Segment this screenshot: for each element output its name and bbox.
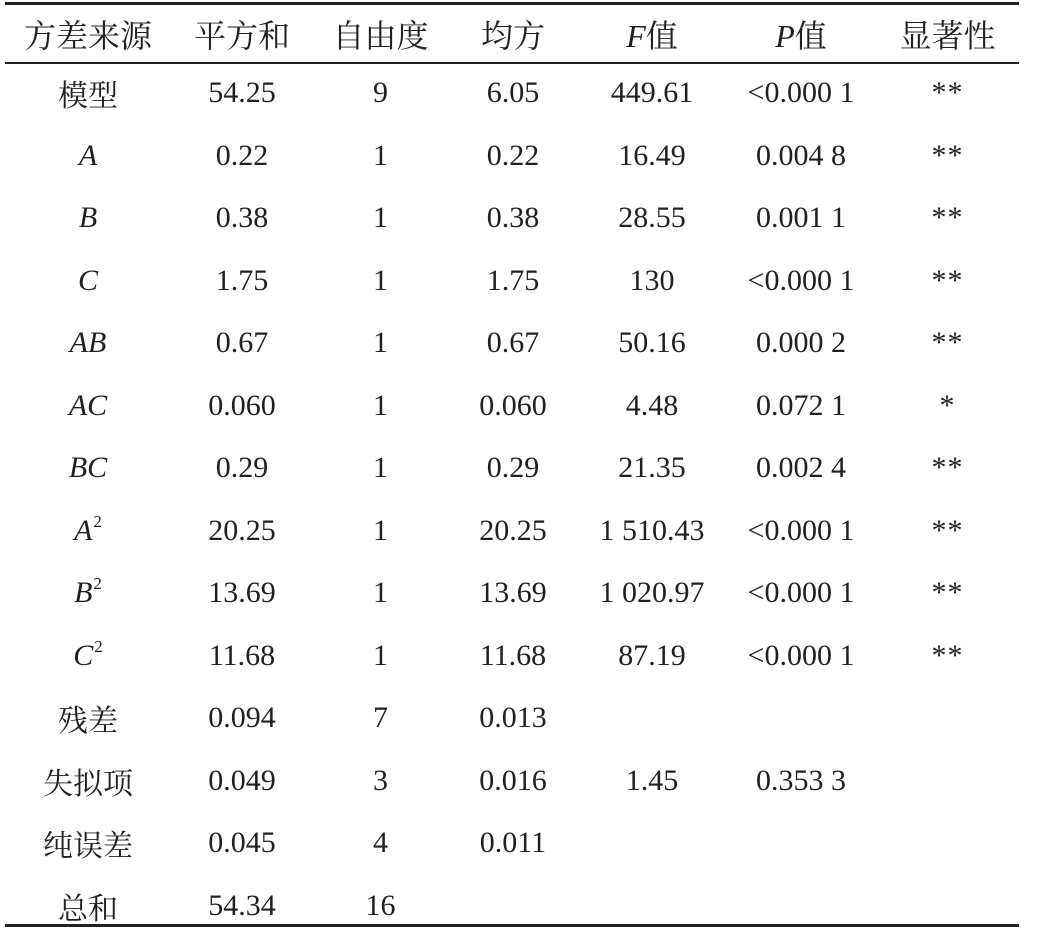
cell-f-value: 28.55 bbox=[618, 201, 686, 235]
cell-mean-square: 13.69 bbox=[479, 576, 547, 610]
exponent: 2 bbox=[94, 636, 103, 656]
table-row bbox=[5, 750, 1019, 813]
cell-p-value: <0.000 1 bbox=[747, 76, 855, 110]
cell-p-value: <0.000 1 bbox=[747, 263, 855, 297]
cell-degrees-of-freedom: 1 bbox=[373, 138, 388, 172]
cell-source: 残差 bbox=[58, 705, 118, 739]
cell-f-value bbox=[578, 687, 726, 750]
cell-f-value: 21.35 bbox=[618, 451, 686, 485]
cell-degrees-of-freedom: 1 bbox=[373, 263, 388, 297]
header-significance: 显著性 bbox=[899, 17, 996, 54]
cell-significance: ** bbox=[931, 513, 964, 547]
table-row bbox=[5, 187, 1019, 250]
cell-p-value: 0.004 8 bbox=[756, 138, 846, 172]
cell-f-value: 1 020.97 bbox=[599, 576, 705, 610]
table-row bbox=[5, 250, 1019, 313]
cell-p-value: 0.000 2 bbox=[756, 326, 846, 360]
cell-degrees-of-freedom: 4 bbox=[373, 826, 388, 860]
cell-degrees-of-freedom: 3 bbox=[373, 763, 388, 797]
cell-significance bbox=[876, 750, 1019, 813]
cell-degrees-of-freedom: 1 bbox=[373, 201, 388, 235]
table-row bbox=[5, 812, 1019, 875]
cell-p-value: <0.000 1 bbox=[747, 576, 855, 610]
cell-significance: ** bbox=[931, 263, 964, 297]
cell-p-value bbox=[726, 812, 876, 875]
cell-sum-of-squares: 11.68 bbox=[208, 638, 276, 672]
cell-f-value: 87.19 bbox=[618, 638, 686, 672]
cell-significance bbox=[876, 812, 1019, 875]
cell-mean-square: 11.68 bbox=[479, 638, 547, 672]
header-mean-square: 均方 bbox=[480, 17, 545, 54]
cell-mean-square: 0.22 bbox=[486, 138, 540, 172]
table-row bbox=[5, 500, 1019, 563]
table-row bbox=[5, 625, 1019, 688]
cell-mean-square: 0.38 bbox=[486, 201, 540, 235]
header-sum-of-squares: 平方和 bbox=[193, 17, 290, 54]
cell-source: 模型 bbox=[58, 80, 118, 114]
cell-sum-of-squares: 0.67 bbox=[215, 326, 269, 360]
cell-degrees-of-freedom: 1 bbox=[373, 513, 388, 547]
cell-f-value: 16.49 bbox=[618, 138, 686, 172]
cell-significance: ** bbox=[931, 201, 964, 235]
cell-mean-square: 0.67 bbox=[486, 326, 540, 360]
cell-p-value bbox=[726, 875, 876, 938]
cell-f-value: 4.48 bbox=[625, 388, 679, 422]
cell-degrees-of-freedom: 1 bbox=[373, 388, 388, 422]
table-row bbox=[5, 62, 1019, 125]
table-row bbox=[5, 687, 1019, 750]
cell-p-value: 0.072 1 bbox=[756, 388, 846, 422]
cell-source: AB bbox=[69, 326, 107, 360]
cell-degrees-of-freedom: 1 bbox=[373, 576, 388, 610]
cell-source: 失拟项 bbox=[43, 767, 133, 801]
cell-sum-of-squares: 0.045 bbox=[208, 826, 276, 860]
table-row bbox=[5, 125, 1019, 188]
table-row bbox=[5, 312, 1019, 375]
cell-f-value: 1 510.43 bbox=[599, 513, 705, 547]
cell-mean-square: 0.011 bbox=[479, 826, 547, 860]
cell-source: B bbox=[78, 201, 98, 235]
cell-sum-of-squares: 0.049 bbox=[208, 763, 276, 797]
cell-mean-square: 0.013 bbox=[479, 701, 547, 735]
table-row bbox=[5, 437, 1019, 500]
cell-degrees-of-freedom: 7 bbox=[373, 701, 388, 735]
cell-sum-of-squares: 0.22 bbox=[215, 138, 269, 172]
cell-p-value: <0.000 1 bbox=[747, 638, 855, 672]
cell-significance: ** bbox=[931, 576, 964, 610]
cell-sum-of-squares: 0.29 bbox=[215, 451, 269, 485]
cell-degrees-of-freedom: 1 bbox=[373, 451, 388, 485]
cell-source: 纯误差 bbox=[43, 830, 133, 864]
cell-source: $C^2$ bbox=[73, 636, 103, 672]
cell-mean-square: 0.29 bbox=[486, 451, 540, 485]
cell-sum-of-squares: 13.69 bbox=[208, 576, 276, 610]
cell-f-value: 50.16 bbox=[618, 326, 686, 360]
cell-degrees-of-freedom: 1 bbox=[373, 638, 388, 672]
cell-mean-square: 20.25 bbox=[479, 513, 547, 547]
cell-source: A bbox=[78, 138, 98, 172]
cell-source: BC bbox=[68, 451, 108, 485]
cell-sum-of-squares: 54.25 bbox=[208, 76, 276, 110]
table-body bbox=[5, 62, 1019, 937]
cell-source: $B^2$ bbox=[74, 574, 102, 610]
exponent: 2 bbox=[93, 574, 102, 594]
table-row bbox=[5, 375, 1019, 438]
exponent: 2 bbox=[93, 511, 102, 531]
cell-sum-of-squares: 20.25 bbox=[208, 513, 276, 547]
cell-mean-square: 0.060 bbox=[479, 388, 547, 422]
header-degrees-of-freedom: 自由度 bbox=[332, 17, 429, 54]
cell-source: $A^2$ bbox=[74, 511, 102, 547]
cell-p-value: 0.353 3 bbox=[756, 763, 846, 797]
cell-sum-of-squares: 0.38 bbox=[215, 201, 269, 235]
cell-significance: ** bbox=[931, 138, 964, 172]
cell-sum-of-squares: 54.34 bbox=[208, 888, 276, 922]
cell-f-value bbox=[578, 812, 726, 875]
table-row bbox=[5, 562, 1019, 625]
cell-p-value: 0.001 1 bbox=[756, 201, 846, 235]
header-f-value: F值 bbox=[626, 17, 678, 54]
header-source: 方差来源 bbox=[23, 17, 152, 54]
cell-significance: ** bbox=[931, 638, 964, 672]
cell-f-value: 130 bbox=[629, 263, 675, 297]
cell-significance: ** bbox=[931, 451, 964, 485]
cell-significance: ** bbox=[931, 326, 964, 360]
cell-source: 总和 bbox=[58, 892, 118, 926]
cell-degrees-of-freedom: 1 bbox=[373, 326, 388, 360]
cell-significance bbox=[876, 687, 1019, 750]
cell-source: AC bbox=[68, 388, 108, 422]
cell-mean-square: 1.75 bbox=[486, 263, 540, 297]
table-header bbox=[5, 5, 1019, 62]
cell-f-value bbox=[578, 875, 726, 938]
cell-source: C bbox=[77, 263, 98, 297]
cell-p-value bbox=[726, 687, 876, 750]
cell-degrees-of-freedom: 16 bbox=[365, 888, 396, 922]
cell-f-value: 1.45 bbox=[625, 763, 679, 797]
cell-mean-square: 0.016 bbox=[479, 763, 547, 797]
cell-sum-of-squares: 0.060 bbox=[208, 388, 276, 422]
header-row bbox=[5, 5, 1019, 62]
cell-sum-of-squares: 0.094 bbox=[208, 701, 276, 735]
cell-f-value: 449.61 bbox=[610, 76, 694, 110]
cell-sum-of-squares: 1.75 bbox=[215, 263, 269, 297]
cell-p-value: <0.000 1 bbox=[747, 513, 855, 547]
header-p-value: P值 bbox=[775, 17, 827, 54]
anova-table bbox=[5, 5, 1019, 937]
cell-degrees-of-freedom: 9 bbox=[373, 76, 388, 110]
cell-mean-square bbox=[448, 875, 578, 938]
cell-significance: ** bbox=[931, 76, 964, 110]
cell-significance: * bbox=[939, 388, 956, 422]
table-row bbox=[5, 875, 1019, 938]
cell-significance bbox=[876, 875, 1019, 938]
cell-mean-square: 6.05 bbox=[486, 76, 540, 110]
cell-p-value: 0.002 4 bbox=[756, 451, 846, 485]
